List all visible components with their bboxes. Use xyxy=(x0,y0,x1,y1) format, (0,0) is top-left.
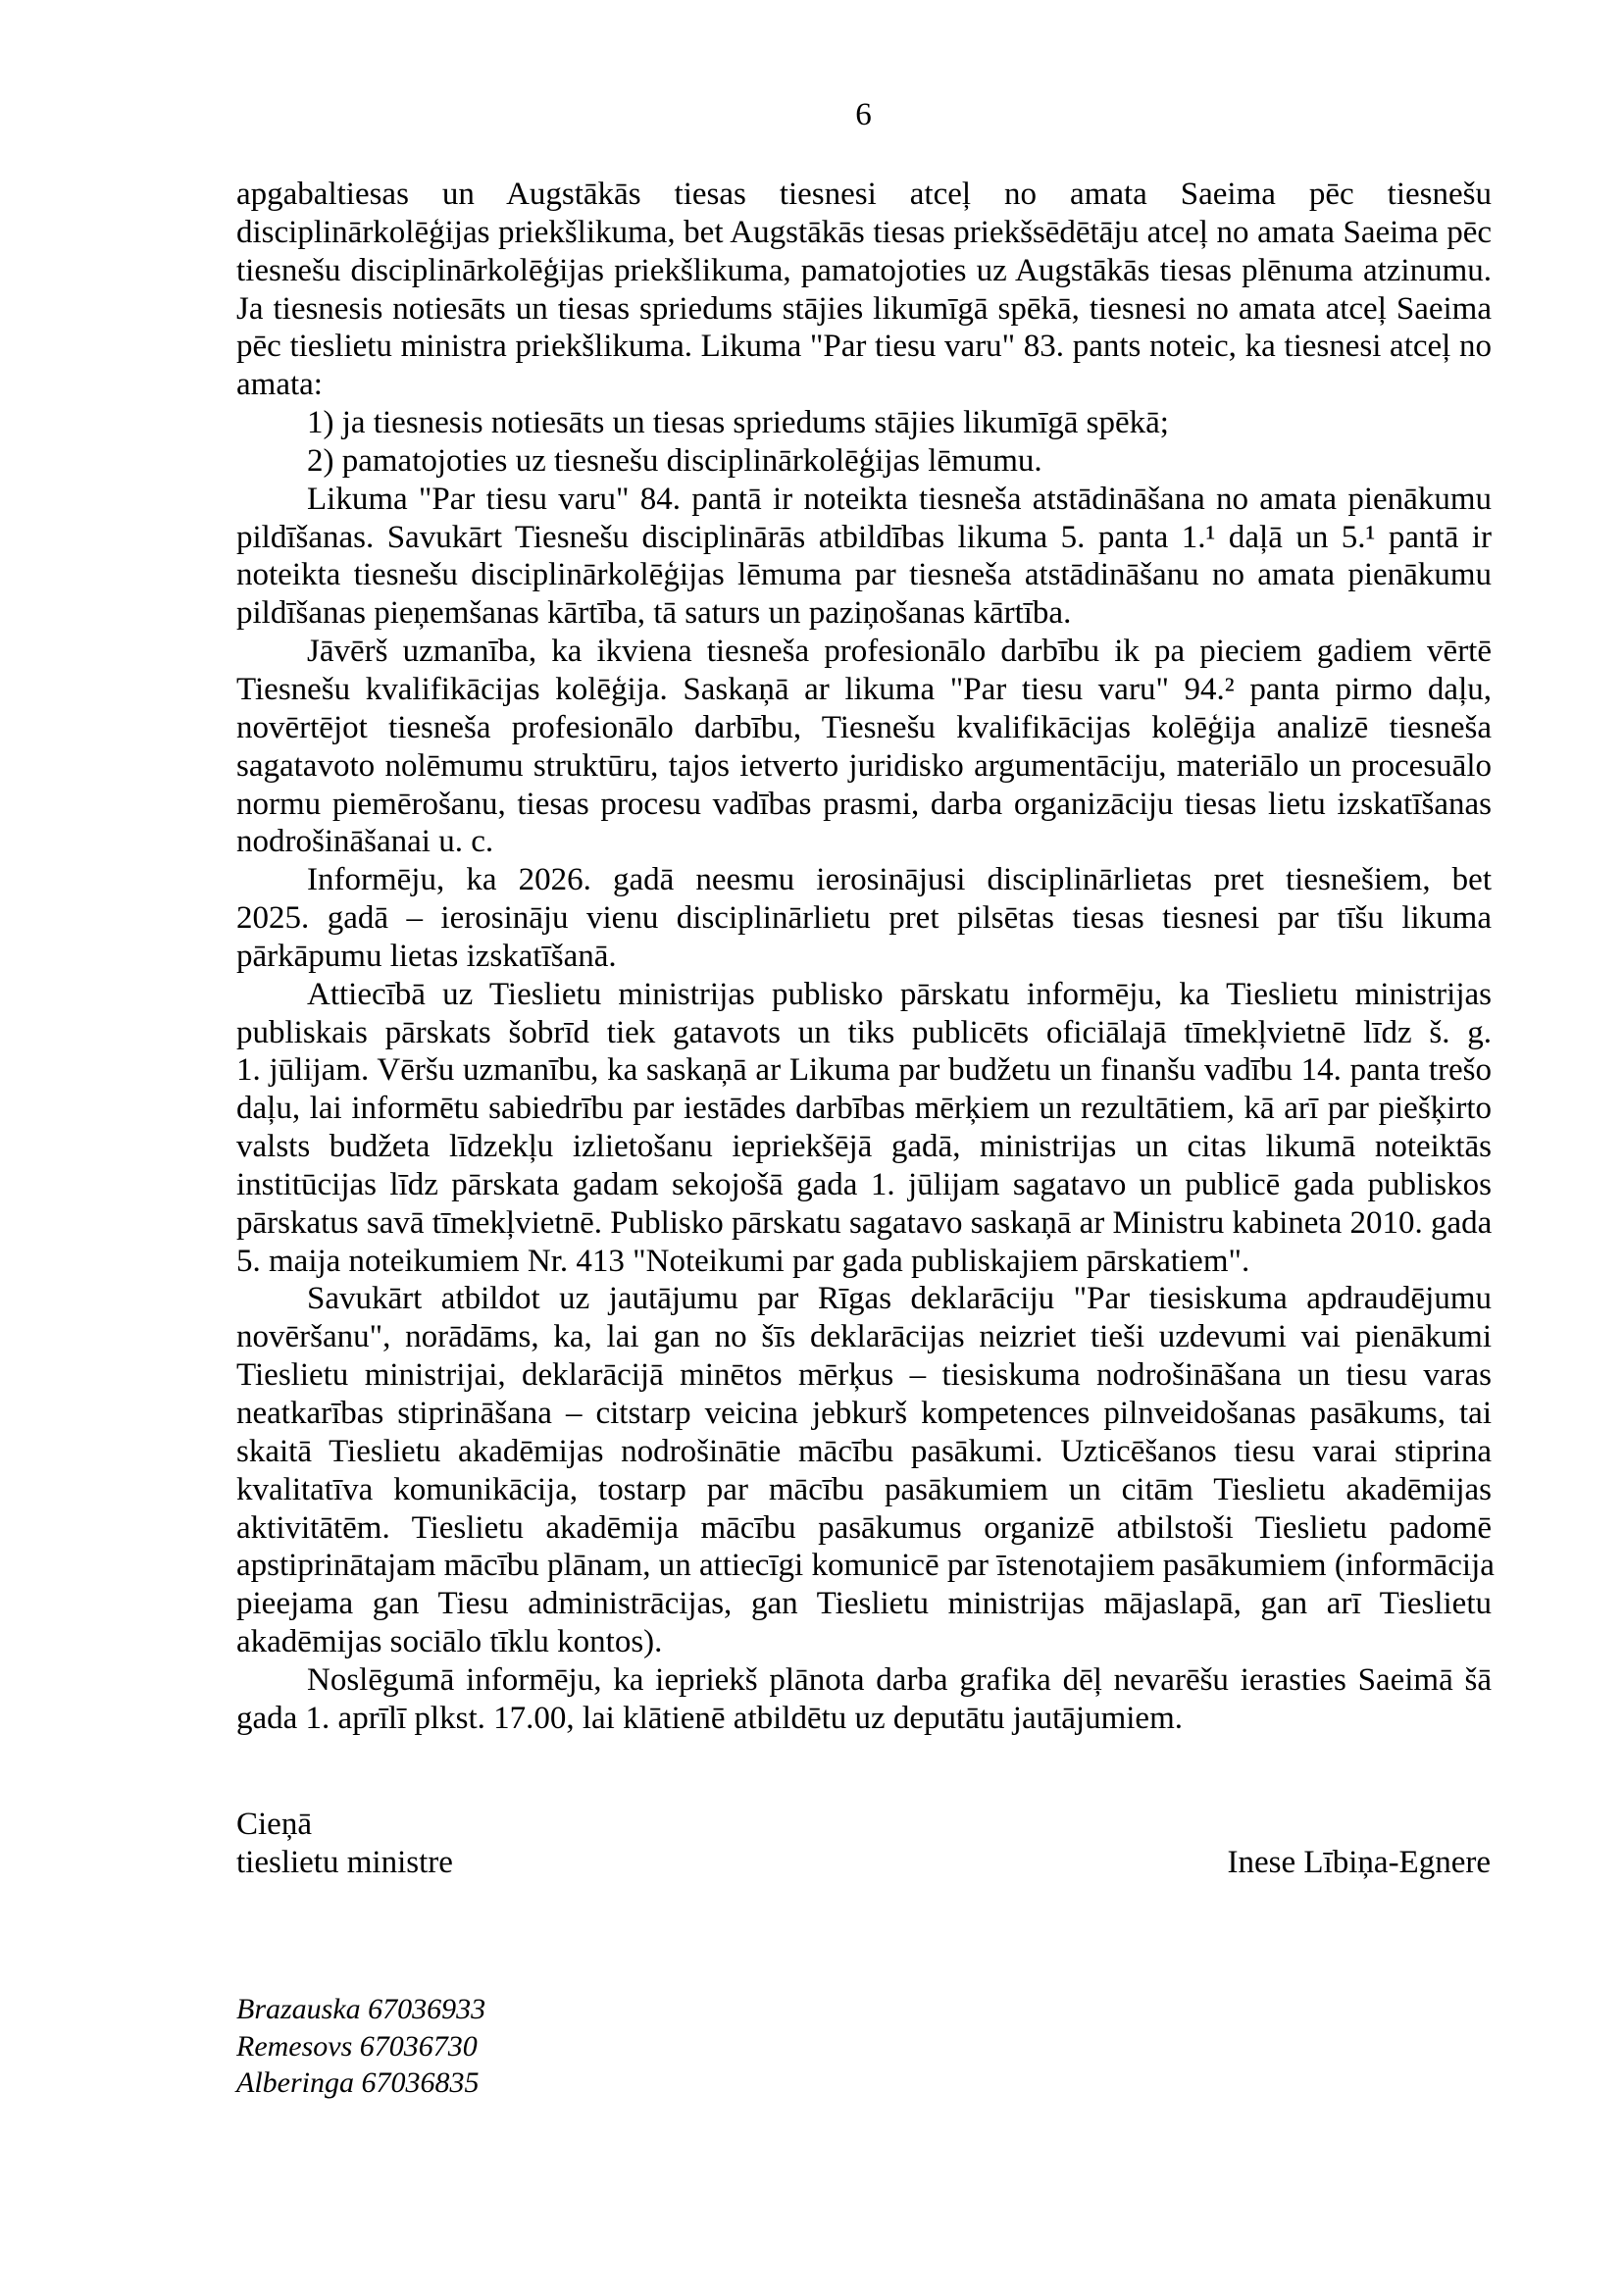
text-line: aktivitātēm. Tieslietu akadēmija mācību pasākumus organizē atbilstoši Tieslietu padomē xyxy=(236,1509,1492,1546)
text-line: Likuma "Par tiesu varu" 84. pantā ir noteikta tiesneša atstādināšana no amata pienākumu xyxy=(307,481,1492,517)
text-line: skaitā Tieslietu akadēmijas nodrošinātie mācību pasākumi. Uzticēšanos tiesu varai stiprina xyxy=(236,1433,1492,1469)
text-line: Tiesnešu kvalifikācijas kolēģija. Saskaņā ar likuma "Par tiesu varu" 94.² panta pirmo daļu, xyxy=(236,671,1492,707)
text-line: nodrošināšanai u. c. xyxy=(236,824,494,860)
text-line: pārkāpumu lietas izskatīšanā. xyxy=(236,938,617,974)
text-line: sagatavoto nolēmumu struktūru, tajos ietverto juridisko argumentāciju, materiālo un procesuālo xyxy=(236,747,1492,784)
text-line: pēc tieslietu ministra priekšlikuma. Likuma "Par tiesu varu" 83. pants noteic, ka tiesnesi atceļ no xyxy=(236,329,1492,365)
text-line: Noslēgumā informēju, ka iepriekš plānota darba grafika dēļ nevarēšu ierasties Saeimā šā xyxy=(307,1661,1492,1698)
text-line: 1) ja tiesnesis notiesāts un tiesas spriedums stājies likumīgā spēkā; xyxy=(307,405,1169,441)
paragraph xyxy=(236,1661,1492,1738)
text-line: novērtējot tiesneša profesionālo darbību, Tiesnešu kvalifikācijas kolēģija analizē tiesneša xyxy=(236,709,1492,745)
contact-line: Alberinga 67036835 xyxy=(236,2066,480,2099)
text-line: Informēju, ka 2026. gadā neesmu ierosinājusi disciplinārlietas pret tiesnešiem, bet xyxy=(307,862,1492,898)
text-line: gada 1. aprīlī plkst. 17.00, lai klātienē atbildētu uz deputātu jautājumiem. xyxy=(236,1700,1183,1736)
signer-name: Inese Lībiņa-Egnere xyxy=(1227,1845,1491,1880)
text-line: Jāvērš uzmanība, ka ikviena tiesneša profesionālo darbību ik pa pieciem gadiem vērtē xyxy=(307,634,1492,670)
paragraph xyxy=(236,976,1492,1281)
text-line: publiskais pārskats šobrīd tiek gatavots un tiks publicēts oficiālajā tīmekļvietnē līdz š. g. xyxy=(236,1014,1492,1050)
text-line: 2025. gadā – ierosināju vienu disciplinārlietu pret pilsētas tiesas tiesnesi par tīšu likuma xyxy=(236,900,1492,937)
text-line: akadēmijas sociālo tīklu kontos). xyxy=(236,1624,663,1660)
text-line: valsts budžeta līdzekļu izlietošanu iepriekšējā gadā, ministrijas un citas likumā noteiktās xyxy=(236,1129,1492,1165)
text-line: 5. maija noteikumiem Nr. 413 "Noteikumi par gada publiskajiem pārskatiem". xyxy=(236,1243,1250,1279)
paragraph xyxy=(236,176,1492,404)
text-line: normu piemērošanu, tiesas procesu vadības prasmi, darba organizāciju tiesas lietu izskatīšanas xyxy=(236,786,1492,822)
text-line: apstiprinātajam mācību plānam, un attiecīgi komunicē par īstenotajiem pasākumiem (informācija xyxy=(236,1548,1495,1584)
page-number: 6 xyxy=(855,97,872,132)
text-line: Ja tiesnesis notiesāts un tiesas spriedums stājies likumīgā spēkā, tiesnesi no amata atceļ Saeima xyxy=(236,290,1492,327)
text-line: noteikta tiesnešu disciplinārkolēģijas lēmuma par tiesneša atstādināšanu no amata pienākumu xyxy=(236,557,1492,593)
text-line: pieejama gan Tiesu administrācijas, gan Tieslietu ministrijas mājaslapā, gan arī Tieslietu xyxy=(236,1586,1492,1622)
contact-line: Brazauska 67036933 xyxy=(236,1993,486,2025)
paragraph xyxy=(236,861,1492,976)
paragraph xyxy=(236,481,1492,633)
contacts-list xyxy=(236,1991,485,2102)
text-line: amata: xyxy=(236,367,323,403)
text-line: 2) pamatojoties uz tiesnešu disciplinārkolēģijas lēmumu. xyxy=(307,442,1042,479)
text-line: 1. jūlijam. Vēršu uzmanību, ka saskaņā ar Likuma par budžetu un finanšu vadību 14. panta trešo xyxy=(236,1052,1492,1089)
letter-body xyxy=(236,176,1495,1738)
contact-line: Remesovs 67036730 xyxy=(236,2029,478,2063)
text-line: Attiecībā uz Tieslietu ministrijas publisko pārskatu informēju, ka Tieslietu ministrijas xyxy=(307,976,1492,1012)
text-line: pildīšanas pieņemšanas kārtība, tā saturs un paziņošanas kārtība. xyxy=(236,595,1072,632)
paragraph xyxy=(236,633,1492,861)
paragraph xyxy=(236,404,1492,442)
signer-title: tieslietu ministre xyxy=(236,1844,453,1880)
text-line: neatkarības stiprināšana – citstarp veicina jebkurš kompetences pilnveidošanas pasākums, tai xyxy=(236,1396,1492,1431)
text-line: disciplinārkolēģijas priekšlikuma, bet Augstākās tiesas priekšsēdētāju atceļ no amata Saeima pēc xyxy=(236,214,1492,250)
text-line: pildīšanas. Savukārt Tiesnešu disciplinārās atbildības likuma 5. panta 1.¹ daļā un 5.¹ pantā ir xyxy=(236,519,1492,555)
text-line: Tieslietu ministrijai, deklarācijā minētos mērķus – tiesiskuma nodrošināšana un tiesu varas xyxy=(236,1357,1492,1394)
text-line: daļu, lai informētu sabiedrību par iestādes darbības mērķiem un rezultātiem, kā arī par piešķirto xyxy=(236,1091,1492,1127)
text-line: Savukārt atbildot uz jautājumu par Rīgas deklarāciju "Par tiesiskuma apdraudējumu xyxy=(307,1281,1492,1317)
paragraph xyxy=(236,442,1492,481)
text-line: tiesnešu disciplinārkolēģijas priekšlikuma, pamatojoties uz Augstākās tiesas plēnuma atzinumu. xyxy=(236,252,1492,288)
text-line: kvalitatīva komunikācija, tostarp par mācību pasākumiem un citām Tieslietu akadēmijas xyxy=(236,1471,1492,1507)
text-line: apgabaltiesas un Augstākās tiesas tiesnesi atceļ no amata Saeima pēc tiesnešu xyxy=(236,177,1492,212)
text-line: novēršanu", norādāms, ka, lai gan no šīs deklarācijas neizriet tieši uzdevumi vai pienākumi xyxy=(236,1319,1492,1355)
closing-greeting: Cieņā xyxy=(236,1807,312,1842)
paragraph xyxy=(236,1280,1495,1660)
text-line: pārskatus savā tīmekļvietnē. Publisko pārskatu sagatavo saskaņā ar Ministru kabineta 2010. gada xyxy=(236,1204,1493,1241)
text-line: institūcijas līdz pārskata gadam sekojošā gada 1. jūlijam sagatavo un publicē gada publiskos xyxy=(236,1166,1492,1202)
